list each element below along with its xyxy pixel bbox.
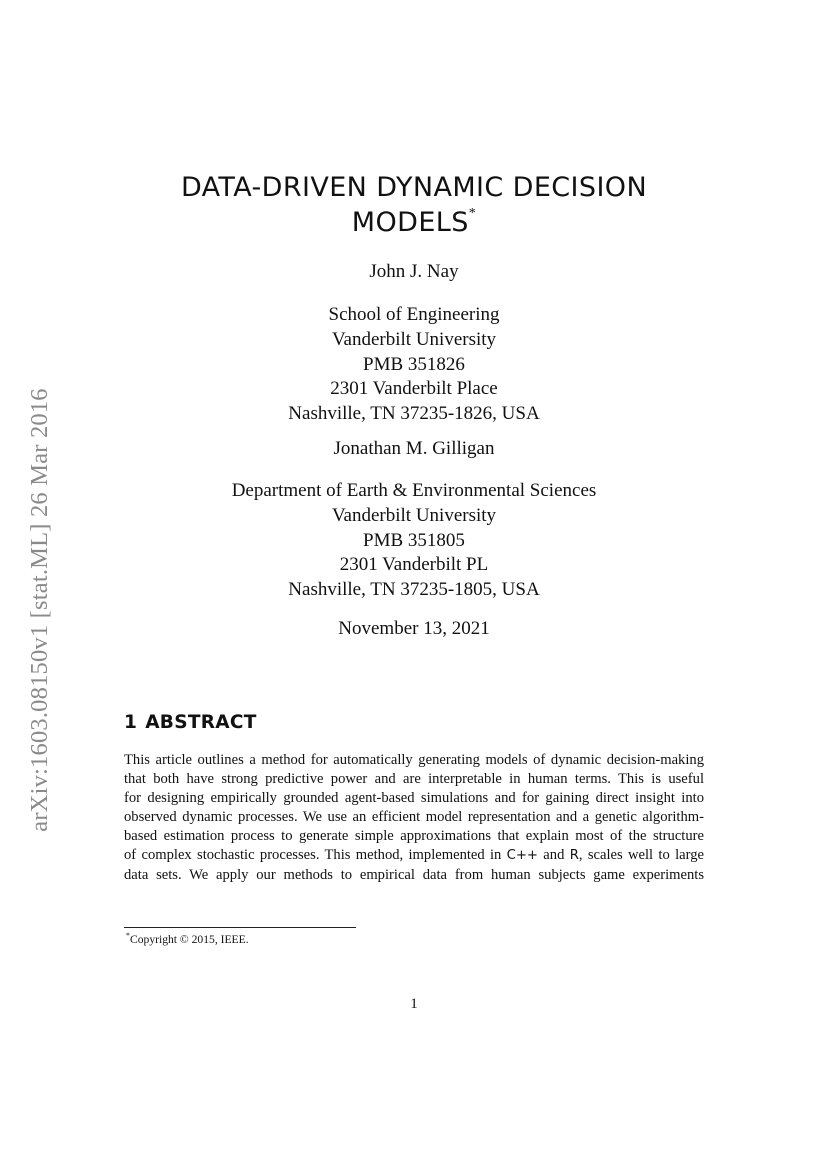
publication-date: November 13, 2021 <box>338 618 490 639</box>
language-cpp: C++ <box>506 848 538 864</box>
date-block <box>120 617 708 642</box>
affiliation-line: 2301 Vanderbilt Place <box>330 378 498 400</box>
language-r: R <box>569 848 579 864</box>
paper-title <box>120 170 708 240</box>
author-2-name-block <box>120 437 708 462</box>
affiliation-line: Nashville, TN 37235-1826, USA <box>288 403 540 425</box>
author-name: John J. Nay <box>369 261 459 282</box>
affiliation-line: Nashville, TN 37235-1805, USA <box>288 579 540 601</box>
author-1-name-block <box>120 260 708 285</box>
abstract-line: based estimation process to generate simple approximations that explain most of the structure <box>124 828 704 845</box>
author-name: Jonathan M. Gilligan <box>333 438 495 459</box>
abstract-line: for designing empirically grounded agent-based simulations and for gaining direct insight into <box>124 790 704 807</box>
title-line-1: DATA-DRIVEN DYNAMIC DECISION <box>180 172 648 203</box>
copyright-footnote <box>126 932 249 948</box>
footnote-mark: * <box>126 931 130 940</box>
author-1-affiliation <box>120 303 708 427</box>
affiliation-line: School of Engineering <box>328 304 500 325</box>
title-footnote-mark: * <box>468 206 477 221</box>
section-title: ABSTRACT <box>145 712 257 733</box>
author-2-affiliation <box>120 479 708 603</box>
abstract-line: data sets. We apply our methods to empirical data from human subjects game experiments <box>124 866 704 883</box>
abstract-text: and <box>543 847 565 864</box>
affiliation-line: PMB 351826 <box>363 353 465 375</box>
arxiv-identifier: arXiv:1603.08150v1 [stat.ML] 26 Mar 2016 <box>26 388 53 832</box>
abstract-line: that both have strong predictive power and are interpretable in human terms. This is useful <box>124 771 704 788</box>
footnote-text: Copyright © 2015, IEEE. <box>130 933 249 946</box>
abstract-line: This article outlines a method for automatically generating models of dynamic decision-making <box>124 752 704 768</box>
footnote-divider <box>124 927 356 928</box>
section-heading <box>124 711 257 735</box>
abstract-line: observed dynamic processes. We use an efficient model representation and a genetic algorithm- <box>124 809 704 826</box>
affiliation-line: PMB 351805 <box>363 529 465 551</box>
abstract-text: of complex stochastic processes. This method, implemented in <box>124 847 502 864</box>
abstract-text: , scales well to large <box>578 847 704 864</box>
page-number: 1 <box>410 996 418 1012</box>
arxiv-side-stamp <box>15 350 65 870</box>
affiliation-line: Department of Earth & Environmental Sciences <box>231 480 597 501</box>
affiliation-line: Vanderbilt University <box>331 504 497 526</box>
abstract-paragraph <box>124 751 704 885</box>
affiliation-line: Vanderbilt University <box>331 328 497 350</box>
section-number: 1 <box>124 712 138 733</box>
affiliation-line: 2301 Vanderbilt PL <box>339 554 489 576</box>
title-line-2: MODELS <box>351 207 469 238</box>
abstract-line <box>124 846 704 865</box>
